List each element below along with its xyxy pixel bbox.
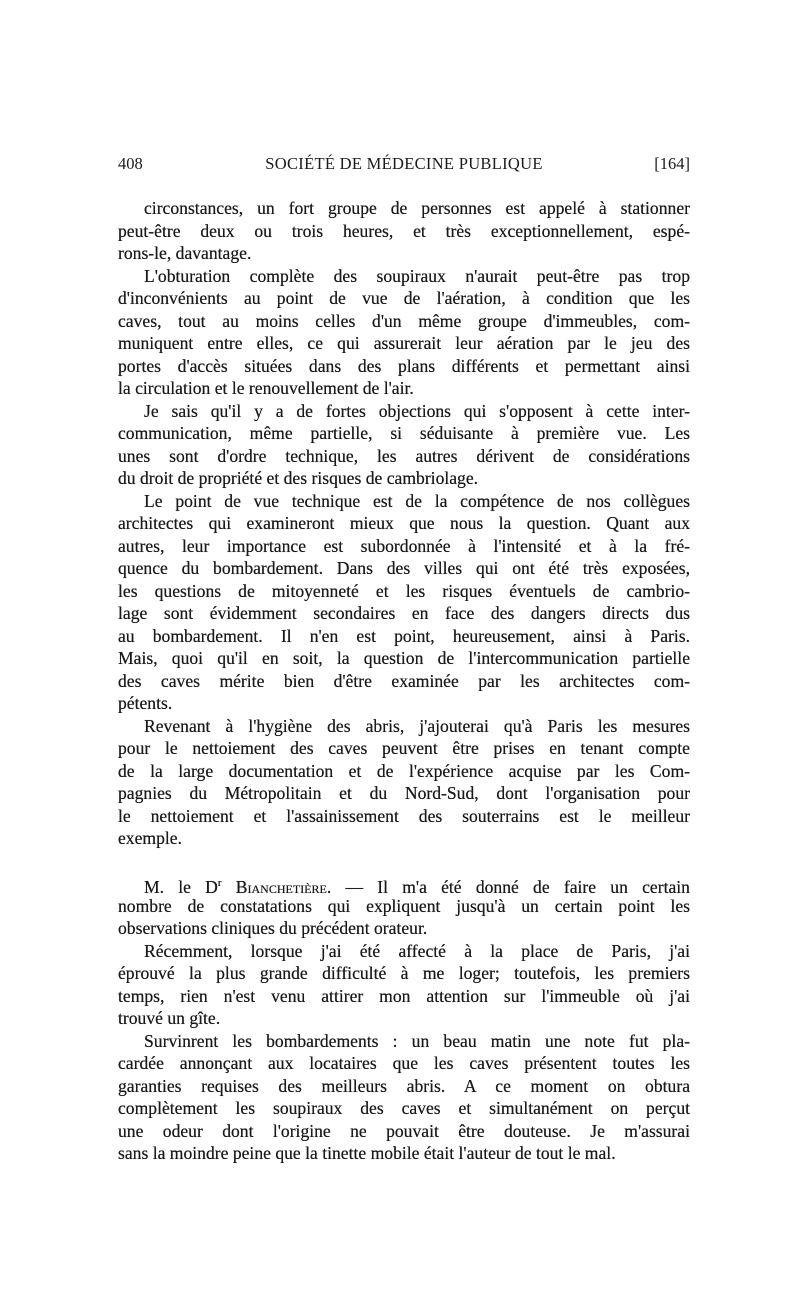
speaker-title-sup: r: [217, 877, 222, 889]
text-line: lage sont évidemment secondaires en face des dangers directs dus: [118, 603, 690, 623]
text-line: Revenant à l'hygiène des abris, j'ajouterai qu'à Paris les mesures: [144, 715, 690, 736]
text-line: circonstances, un fort groupe de personnes est appelé à stationner: [144, 198, 690, 218]
text-line: exemple.: [118, 828, 182, 848]
text-line: observations cliniques du précédent orateur.: [118, 918, 428, 938]
text-line: des caves mérite bien d'être examinée par les architectes com-: [118, 670, 690, 691]
paragraph: [118, 265, 690, 400]
section-number: [164]: [654, 154, 690, 173]
text-line: pétents.: [118, 693, 173, 713]
text-line: communication, même partielle, si séduisante à première vue. Les: [118, 423, 690, 443]
text-line: Je sais qu'il y a de fortes objections qui s'opposent à cette inter-: [144, 400, 690, 421]
text-line: trouvé un gîte.: [118, 1008, 221, 1028]
paragraph: [118, 940, 690, 1030]
text-line: garanties requises des meilleurs abris. A ce moment on obtura: [118, 1075, 690, 1096]
text-line: [118, 872, 690, 895]
paragraph: [118, 490, 690, 715]
text-line: Mais, quoi qu'il en soit, la question de l'intercommunication partielle: [118, 648, 690, 668]
text-line: sans la moindre peine que la tinette mobile était l'auteur de tout le mal.: [118, 1143, 616, 1163]
text-line: peut-être deux ou trois heures, et très exceptionnellement, espé-: [118, 220, 690, 241]
body-text-block-2: [118, 872, 690, 1165]
speaker-prefix: M. le D: [144, 876, 218, 897]
text-line: muniquent entre elles, ce qui assurerait leur aération par le jeu des: [118, 333, 690, 353]
paragraph: [118, 1030, 690, 1165]
text-line: la circulation et le renouvellement de l'air.: [118, 378, 414, 398]
page-number: 408: [118, 154, 143, 173]
text-line: complètement les soupiraux des caves et simultanément on perçut: [118, 1098, 690, 1118]
text-line: unes sont d'ordre technique, les autres dérivent de considérations: [118, 445, 690, 466]
text-line: L'obturation complète des soupiraux n'aurait peut-être pas trop: [144, 265, 690, 286]
running-title: SOCIÉTÉ DE MÉDECINE PUBLIQUE: [265, 154, 543, 173]
text-line: éprouvé la plus grande difficulté à me loger; toutefois, les premiers: [118, 963, 690, 983]
text-line: temps, rien n'est venu attirer mon attention sur l'immeuble où j'ai: [118, 985, 690, 1006]
speaker-name: Bianchetière.: [221, 876, 332, 897]
text-line: Le point de vue technique est de la compétence de nos collègues: [144, 490, 690, 511]
text-line: nombre de constatations qui expliquent jusqu'à un certain point les: [118, 895, 690, 916]
paragraph: [118, 872, 690, 940]
text-line: de la large documentation et de l'expérience acquise par les Com-: [118, 760, 690, 781]
paragraph: [118, 400, 690, 490]
text-line: une odeur dont l'origine ne pouvait être douteuse. Je m'assurai: [118, 1120, 690, 1141]
text-line: rons-le, davantage.: [118, 243, 252, 263]
paragraph: [118, 715, 690, 850]
text-line: pour le nettoiement des caves peuvent être prises en tenant compte: [118, 738, 690, 758]
text-line: Survinrent les bombardements : un beau matin une note fut pla-: [144, 1030, 690, 1051]
text-line: caves, tout au moins celles d'un même groupe d'immeubles, com-: [118, 310, 690, 331]
text-line: pagnies du Métropolitain et du Nord-Sud, dont l'organisation pour: [118, 783, 690, 803]
text-line: Récemment, lorsque j'ai été affecté à la place de Paris, j'ai: [144, 940, 690, 961]
text-line: portes d'accès situées dans des plans différents et permettant ainsi: [118, 355, 690, 376]
text-line: le nettoiement et l'assainissement des souterrains est le meilleur: [118, 805, 690, 826]
text-line: du droit de propriété et des risques de cambriolage.: [118, 468, 479, 488]
page-header: [118, 154, 690, 178]
text-line: quence du bombardement. Dans des villes qui ont été très exposées,: [118, 558, 690, 578]
text-line: architectes qui examineront mieux que nous la question. Quant aux: [118, 513, 690, 533]
text-line: autres, leur importance est subordonnée à l'intensité et à la fré-: [118, 535, 690, 556]
paragraph: [118, 197, 690, 265]
speaker-text: — Il m'a été donné de faire un certain: [331, 876, 690, 897]
text-line: au bombardement. Il n'en est point, heureusement, ainsi à Paris.: [118, 625, 690, 646]
text-line: les questions de mitoyenneté et les risques éventuels de cambrio-: [118, 580, 690, 601]
text-line: d'inconvénients au point de vue de l'aération, à condition que les: [118, 288, 690, 308]
text-line: cardée annonçant aux locataires que les caves présentent toutes les: [118, 1053, 690, 1073]
body-text-block-1: [118, 197, 690, 850]
